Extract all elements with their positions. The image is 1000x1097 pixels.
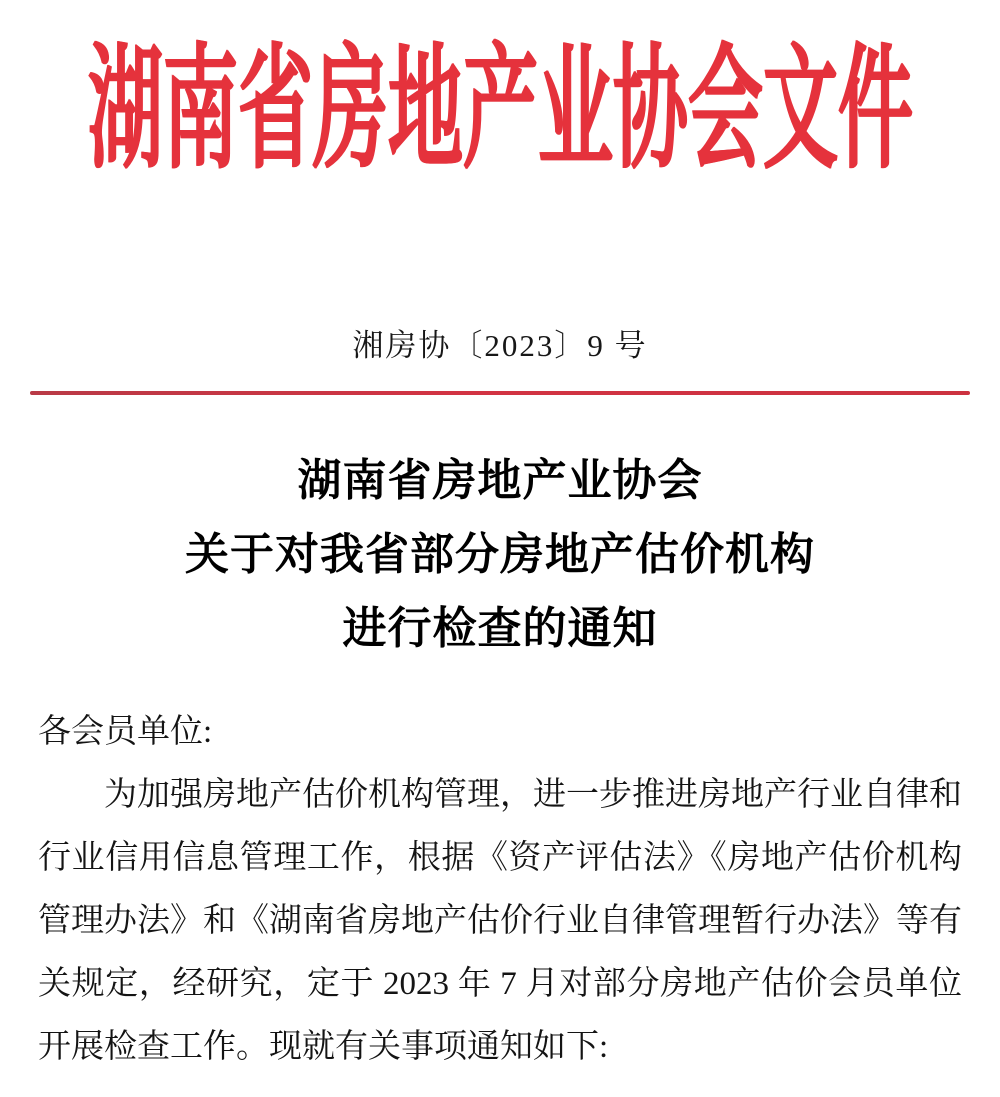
red-divider-rule: [30, 391, 970, 395]
document-title-line-3: 进行检查的通知: [342, 604, 658, 653]
letterhead-org-title: 湖南省房地产业协会文件: [87, 36, 913, 187]
body-paragraph-line: 关规定，经研究，定于 2023 年 7 月对部分房地产估价会员单位: [38, 966, 962, 1002]
salutation: 各会员单位:: [38, 714, 213, 750]
body-paragraph-line: 行业信用信息管理工作，根据《资产评估法》《房地产估价机构: [38, 840, 962, 876]
body-paragraph-line: 为加强房地产估价机构管理，进一步推进房地产行业自律和: [104, 777, 962, 813]
document-title: [0, 444, 1000, 666]
document-title-line-1: 湖南省房地产业协会: [297, 456, 703, 505]
body-paragraph-line: 管理办法》和《湖南省房地产估价行业自律管理暂行办法》等有: [38, 903, 962, 939]
document-title-line-2: 关于对我省部分房地产估价机构: [185, 530, 815, 579]
document-number: 湘房协〔2023〕9 号: [352, 328, 648, 363]
document-body: [38, 701, 962, 1079]
body-paragraph-line: 开展检查工作。现就有关事项通知如下:: [38, 1029, 609, 1065]
